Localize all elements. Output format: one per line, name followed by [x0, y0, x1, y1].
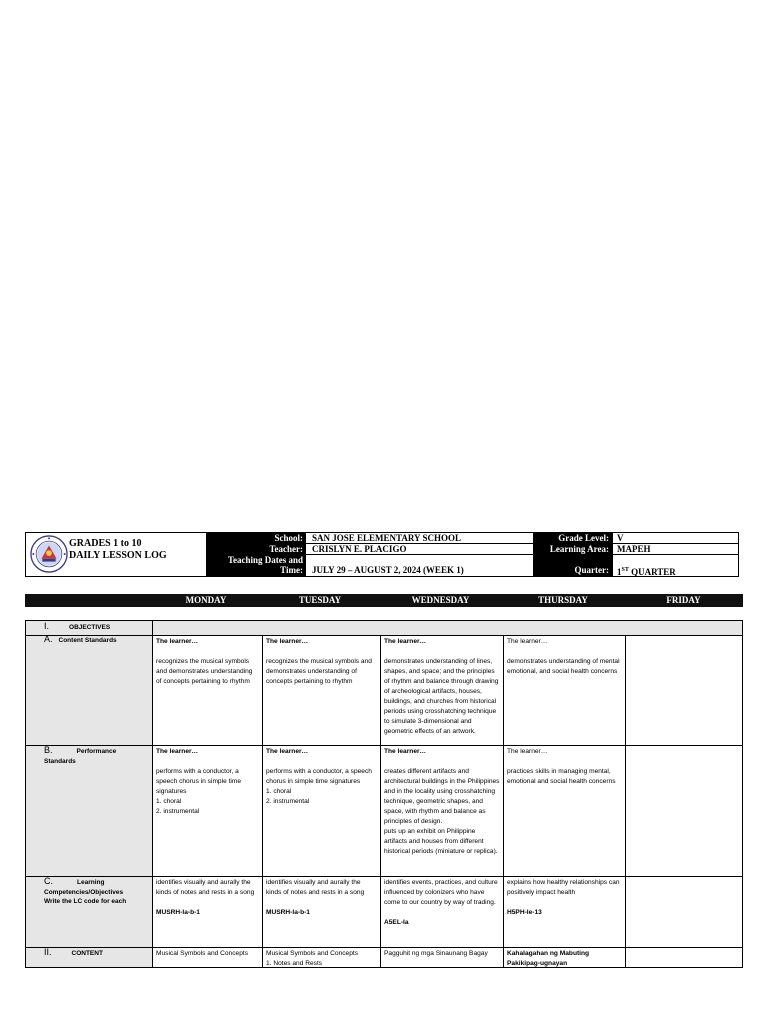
header-rule [306, 543, 533, 544]
content-number: II. [44, 947, 52, 957]
cell-text: 1. choral [156, 798, 182, 805]
lesson-log-header [25, 532, 739, 577]
cell-text: Pagguhit ng mga Sinaunang Bagay [384, 950, 488, 957]
learning-competencies-number: C. [44, 876, 53, 886]
lc-code: MUSRH-Ia-b-1 [156, 909, 200, 916]
competencies-monday [153, 877, 262, 947]
cell-text: demonstrates understanding of mental emotional, and social health concerns [507, 658, 620, 675]
log-title [69, 538, 167, 562]
row-label-column [26, 621, 152, 967]
performance-standards-monday [153, 746, 262, 876]
performance-standards-text-1: Performance [76, 748, 117, 755]
content-text: CONTENT [71, 950, 103, 957]
cell-text: Musical Symbols and Concepts [266, 950, 358, 957]
teacher-value: CRISLYN E. PLACIGO [312, 544, 407, 554]
cell-lead: The learner… [156, 748, 199, 755]
content-standards-number: A. [44, 634, 53, 644]
dates-label-2: Time: [280, 565, 303, 575]
dates-label-1: Teaching Dates and [227, 555, 303, 565]
cell-lead: The learner… [266, 638, 309, 645]
content-standards-label [44, 635, 117, 646]
cell-text: 2. instrumental [266, 798, 310, 805]
content-standards-monday [153, 636, 262, 745]
learning-competencies-text-1: Learning [77, 879, 105, 886]
performance-standards-number: B. [44, 745, 53, 755]
lc-code: MUSRH-Ia-b-1 [266, 909, 310, 916]
content-tuesday [263, 948, 380, 967]
cell-lead: The learner… [266, 748, 309, 755]
quarter-value [617, 565, 676, 578]
cell-text: identifies visually and aurally the kinds of notes and rests in a song [156, 879, 255, 896]
quarter-suffix: ST [621, 567, 629, 573]
learning-competencies-text-3: Write the LC code for each [44, 898, 127, 905]
performance-standards-thursday [504, 746, 625, 876]
learning-area-label: Learning Area: [549, 544, 609, 554]
cell-text: identifies visually and aurally the kinds of notes and rests in a song [266, 879, 365, 896]
cell-text: identifies events, practices, and culture influenced by colonizers who have come to our country by way of trading. [384, 879, 498, 906]
cell-text: recognizes the musical symbols and demonstrates understanding of concepts pertaining to rhythm [156, 658, 253, 685]
learning-competencies-text-2: Competencies/Objectives [44, 888, 124, 896]
day-tuesday: TUESDAY [298, 595, 342, 605]
cell-text: Musical Symbols and Concepts [156, 950, 248, 957]
content-label [44, 948, 103, 959]
performance-standards-wednesday [381, 746, 503, 876]
content-standards-wednesday [381, 636, 503, 745]
deped-seal-icon [30, 535, 68, 573]
table-divider [625, 635, 626, 967]
cell-text: puts up an exhibit on Philippine artifacts and houses from different historical periods (miniature or replica). [384, 828, 498, 855]
content-standards-thursday [504, 636, 625, 745]
header-rule [306, 554, 533, 555]
objectives-row [26, 621, 742, 635]
school-value: SAN JOSE ELEMENTARY SCHOOL [312, 533, 461, 543]
grade-level-value: V [617, 533, 624, 543]
cell-text: performs with a conductor, a speech chorus in simple time signatures [156, 768, 242, 795]
cell-text: Kahalagahan ng Mabuting Pakikipag-ugnayan [507, 950, 590, 967]
quarter-word: QUARTER [628, 567, 676, 577]
log-title-line2: DAILY LESSON LOG [69, 550, 167, 561]
day-monday: MONDAY [185, 595, 227, 605]
content-wednesday [381, 948, 503, 967]
lc-code: H5PH-Ie-13 [507, 909, 542, 916]
lc-code: A5EL-Ia [384, 919, 409, 926]
learning-competencies-label [44, 877, 126, 907]
dates-value: JULY 29 – AUGUST 2, 2024 (WEEK 1) [312, 565, 464, 575]
cell-lead: The learner… [507, 638, 548, 645]
teacher-label: Teacher: [269, 544, 303, 554]
content-standards-text: Content Standards [58, 637, 117, 644]
performance-standards-text-2: Standards [44, 757, 76, 765]
cell-lead: The learner… [507, 748, 548, 755]
cell-lead: The learner… [384, 638, 427, 645]
content-monday [153, 948, 262, 967]
competencies-wednesday [381, 877, 503, 947]
cell-text: practices skills in managing mental, emotional and social health concerns [507, 768, 616, 785]
day-thursday: THURSDAY [538, 595, 588, 605]
competencies-thursday [504, 877, 625, 947]
content-thursday [504, 948, 625, 967]
cell-text: recognizes the musical symbols and demonstrates understanding of concepts pertaining to rhythm [266, 658, 372, 685]
objectives-text: OBJECTIVES [69, 624, 111, 631]
cell-text: 2. instrumental [156, 808, 200, 815]
cell-lead: The learner… [156, 638, 199, 645]
header-rule [613, 543, 738, 544]
cell-text: performs with a conductor, a speech chorus in simple time signatures [266, 768, 372, 785]
performance-standards-tuesday [263, 746, 380, 876]
quarter-label: Quarter: [574, 565, 609, 575]
cell-text: 1. Notes and Rests [266, 960, 323, 967]
content-standards-tuesday [263, 636, 380, 745]
quarter-number: 1 [617, 567, 622, 577]
header-rule [613, 554, 738, 555]
cell-text: 1. choral [266, 788, 292, 795]
grade-level-label: Grade Level: [558, 533, 609, 543]
log-title-line1: GRADES 1 to 10 [69, 538, 142, 549]
competencies-tuesday [263, 877, 380, 947]
header-divider [533, 533, 534, 576]
school-label: School: [274, 533, 303, 543]
performance-standards-label [44, 746, 116, 766]
lesson-log-table [25, 620, 743, 968]
cell-text: explains how healthy relationships can positively impact health [507, 879, 620, 896]
learning-area-value: MAPEH [617, 544, 651, 554]
cell-text: demonstrates understanding of lines, shapes, and space; and the principles of rhythm and balance through drawing of archeological artifacts, houses, buildings, and churches from historical periods using crosshatching technique to simulate 3-dimensional and geometric effects of an artwork. [384, 658, 499, 735]
objectives-number: I. [44, 621, 50, 631]
objectives-label [44, 622, 110, 633]
day-friday: FRIDAY [666, 595, 701, 605]
weekday-header-bar [25, 594, 743, 607]
cell-lead: The learner… [384, 748, 427, 755]
cell-text: creates different artifacts and architectural buildings in the Philippines and in the locality using crosshatching technique, geometric shapes, and space, with rhythm and balance as principles of design. [384, 768, 500, 825]
day-wednesday: WEDNESDAY [411, 595, 470, 605]
